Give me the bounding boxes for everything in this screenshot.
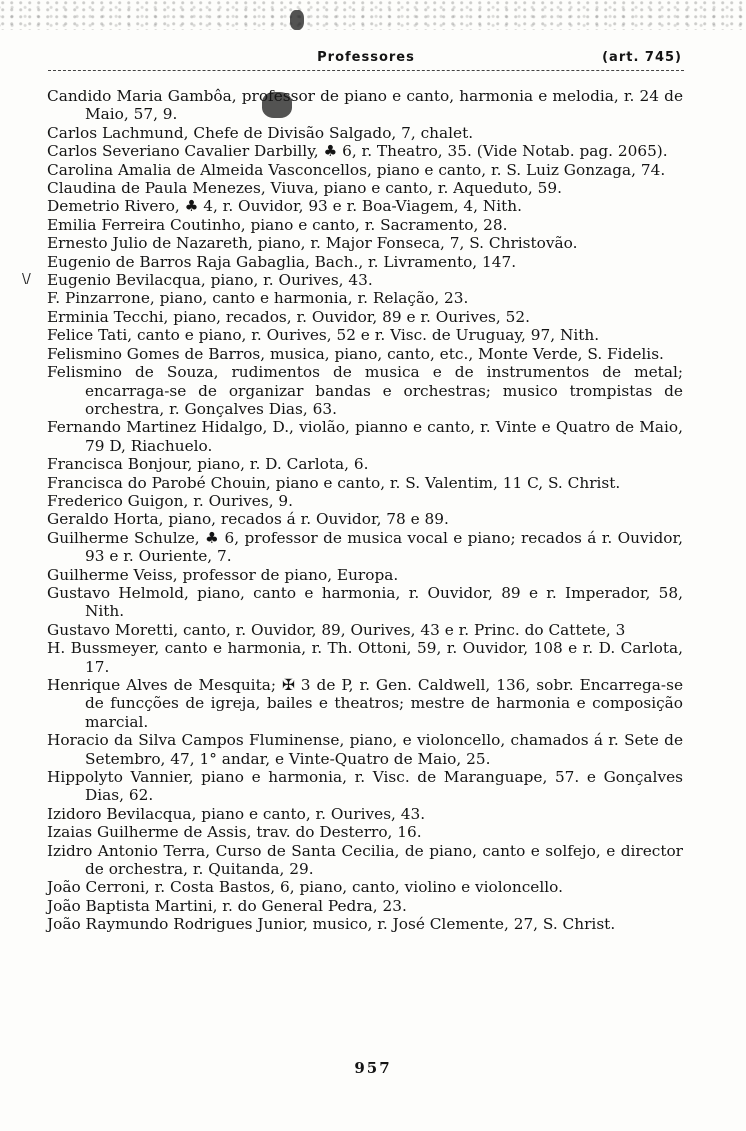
- directory-entry: Carlos Severiano Cavalier Darbilly, ♣ 6, r. Theatro, 35. (Vide Notab. pag. 2065).: [47, 142, 668, 161]
- directory-entry: Izidro Antonio Terra, Curso de Santa Cecilia, de piano, canto e solfejo, e director de orchestra, r. Quitanda, 29.: [47, 841, 683, 879]
- directory-entry: Carlos Lachmund, Chefe de Divisão Salgado, 7, chalet.: [47, 123, 474, 142]
- directory-entry: Emilia Ferreira Coutinho, piano e canto, r. Sacramento, 28.: [47, 215, 508, 234]
- directory-entry: Gustavo Helmold, piano, canto e harmonia, r. Ouvidor, 89 e r. Imperador, 58, Nith.: [47, 583, 683, 621]
- directory-entry: Eugenio de Barros Raja Gabaglia, Bach., r. Livramento, 147.: [47, 252, 517, 271]
- directory-entry: João Raymundo Rodrigues Junior, musico, r. José Clemente, 27, S. Christ.: [47, 915, 616, 934]
- directory-entry: Ernesto Julio de Nazareth, piano, r. Major Fonseca, 7, S. Christovão.: [47, 234, 578, 253]
- directory-entry: Francisca Bonjour, piano, r. D. Carlota, 6.: [47, 455, 369, 474]
- directory-entry: Izidoro Bevilacqua, piano e canto, r. Ourives, 43.: [47, 804, 426, 823]
- directory-entry: Francisca do Parobé Chouin, piano e canto, r. S. Valentim, 11 C, S. Christ.: [47, 473, 621, 492]
- directory-entry: Horacio da Silva Campos Fluminense, piano, e violoncello, chamados á r. Sete de Setembro, 47, 1° andar, e Vinte-Quatro de Maio, 25.: [47, 731, 683, 768]
- directory-entry: Candido Maria Gambôa, professor de piano e canto, harmonia e melodia, r. 24 de Maio, 57, 9.: [47, 87, 683, 124]
- directory-entry: Eugenio Bevilacqua, piano, r. Ourives, 43.: [47, 271, 373, 290]
- directory-entry: Hippolyto Vannier, piano e harmonia, r. Visc. de Maranguape, 57. e Gonçalves Dias, 62.: [47, 768, 683, 805]
- directory-entry: Gustavo Moretti, canto, r. Ouvidor, 89, Ourives, 43 e r. Princ. do Cattete, 3: [47, 620, 626, 639]
- directory-entry: Felice Tati, canto e piano, r. Ourives, 52 e r. Visc. de Uruguay, 97, Nith.: [47, 326, 600, 345]
- directory-entry: Carolina Amalia de Almeida Vasconcellos, piano e canto, r. S. Luiz Gonzaga, 74.: [47, 160, 666, 179]
- directory-entry: Claudina de Paula Menezes, Viuva, piano e canto, r. Aqueduto, 59.: [47, 179, 562, 198]
- ink-blot: [290, 10, 304, 30]
- directory-entry: Geraldo Horta, piano, recados á r. Ouvidor, 78 e 89.: [47, 510, 449, 529]
- directory-entry: Erminia Tecchi, piano, recados, r. Ouvidor, 89 e r. Ourives, 52.: [47, 307, 530, 326]
- directory-entry: João Baptista Martini, r. do General Pedra, 23.: [47, 896, 407, 915]
- directory-entry: F. Pinzarrone, piano, canto e harmonia, r. Relação, 23.: [47, 289, 469, 308]
- margin-check-mark: \/: [22, 272, 31, 287]
- scan-noise: [0, 0, 746, 30]
- directory-entry: Guilherme Veiss, professor de piano, Europa.: [47, 565, 399, 584]
- directory-listing: [47, 87, 683, 934]
- page-number: 957: [354, 1059, 392, 1077]
- directory-entry: Frederico Guigon, r. Ourives, 9.: [47, 491, 294, 510]
- directory-entry: Fernando Martinez Hidalgo, D., violão, pianno e canto, r. Vinte e Quatro de Maio, 79 D, Riachuelo.: [47, 418, 683, 455]
- article-number: (art. 745): [602, 50, 682, 65]
- directory-entry: Demetrio Rivero, ♣ 4, r. Ouvidor, 93 e r. Boa-Viagem, 4, Nith.: [47, 197, 523, 216]
- directory-entry: H. Bussmeyer, canto e harmonia, r. Th. Ottoni, 59, r. Ouvidor, 108 e r. D. Carlota, 17.: [47, 639, 683, 676]
- directory-entry: Henrique Alves de Mesquita; ✠ 3 de P, r. Gen. Caldwell, 136, sobr. Encarrega-se de funcções de igreja, bailes e theatros; mestre de harmonia e composição marcial.: [47, 676, 683, 731]
- directory-entry: Felismino Gomes de Barros, musica, piano, canto, etc., Monte Verde, S. Fidelis.: [47, 344, 664, 363]
- directory-entry: Felismino de Souza, rudimentos de musica e de instrumentos de metal; encarraga-se de organizar bandas e orchestras; musico trompistas de orchestra, r. Gonçalves Dias, 63.: [47, 363, 683, 418]
- directory-entry: Guilherme Schulze, ♣ 6, professor de musica vocal e piano; recados á r. Ouvidor, 93 e r. Ouriente, 7.: [47, 528, 683, 566]
- header-rule: [48, 70, 684, 71]
- directory-entry: João Cerroni, r. Costa Bastos, 6, piano, canto, violino e violoncello.: [47, 878, 563, 897]
- page-header: [48, 44, 684, 72]
- directory-entry: Izaias Guilherme de Assis, trav. do Desterro, 16.: [47, 823, 422, 842]
- section-title: Professores: [317, 50, 415, 65]
